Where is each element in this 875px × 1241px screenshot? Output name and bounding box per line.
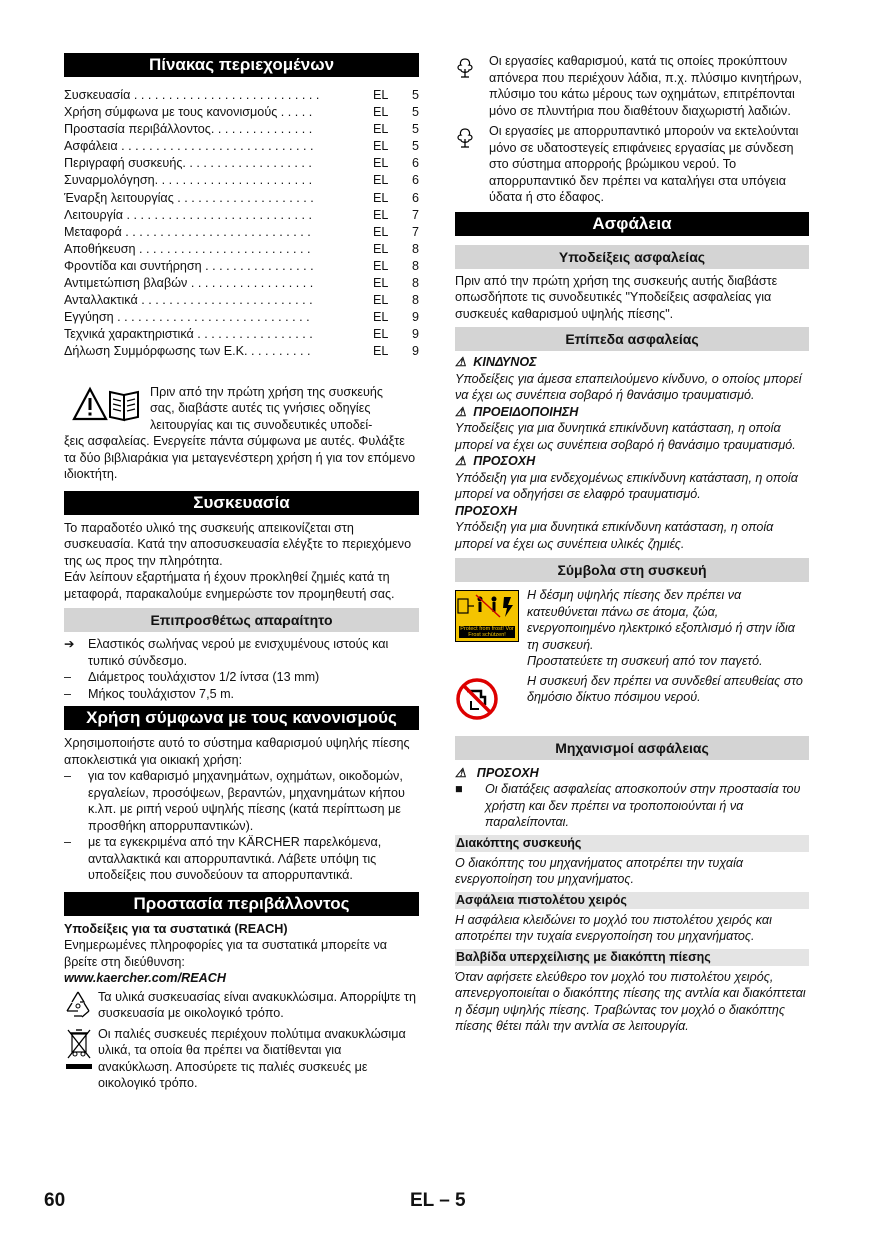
toc-entry-page: 8 — [411, 276, 419, 291]
toc-entry-page: 8 — [411, 258, 419, 273]
toc-entry-title: Τεχνικά χαρακτηριστικά . . . . . . . . . . . . . . . . . — [64, 327, 313, 342]
toc-entry-page: 5 — [411, 139, 419, 154]
toc-entry-title: Προστασία περιβάλλοντος. . . . . . . . . . . . . . . — [64, 122, 313, 137]
toc-entry-page: 7 — [411, 224, 419, 239]
toc-entry-lang: EL — [373, 276, 389, 291]
no-drinking-water-icon — [455, 677, 499, 724]
toc-entry-title: Εγγύηση . . . . . . . . . . . . . . . . . . . . . . . . . . . . — [64, 310, 310, 325]
toc-entry-page: 9 — [411, 327, 419, 342]
warning-triangle-icon: ⚠ — [455, 355, 467, 369]
intro-line-3: λειτουργίας και τις συνοδευτικές υποδεί- — [150, 417, 373, 432]
toc-list — [64, 87, 419, 361]
environment-tree-icon — [455, 127, 475, 152]
toc-entry-lang: EL — [373, 293, 389, 308]
toc-title: Πίνακας περιεχομένων — [64, 53, 419, 77]
intended-use-title: Χρήση σύμφωνα με τους κανονισμούς — [64, 706, 419, 730]
toc-entry-lang: EL — [373, 156, 389, 171]
environment-tree-icon — [455, 57, 475, 82]
toc-entry-title: Φροντίδα και συντήρηση . . . . . . . . . . . . . . . . — [64, 258, 314, 273]
switch-title: Διακόπτης συσκευής — [455, 835, 809, 852]
toc-entry-title: Αποθήκευση . . . . . . . . . . . . . . . . . . . . . . . . . — [64, 241, 311, 256]
toc-entry-lang: EL — [373, 122, 389, 137]
gun-lock-text: Η ασφάλεια κλειδώνει το μοχλό του πιστολέτου χειρός και αποτρέπει την τυχαία ενεργοποίηση του μηχανήματος. — [455, 912, 772, 943]
warning-triangle-icon: ⚠ — [455, 765, 467, 780]
toc-entry[interactable] — [64, 309, 419, 326]
toc-entry-page: 5 — [411, 122, 419, 137]
devices-item: ■ Οι διατάξεις ασφαλείας αποσκοπούν στην προστασία του χρήστη και δεν πρέπει να τροποποιούνται ή να παραλείπονται. — [455, 782, 801, 829]
packaging-p2: Εάν λείπουν εξαρτήματα ή έχουν προκληθεί ζημιές κατά τη μεταφορά, παρακαλούμε ενημερώστε τον προμηθευτή σας. — [64, 570, 395, 601]
weee-text: Οι παλιές συσκευές περιέχουν πολύτιμα ανακυκλώσιμα υλικά, τα οποία θα πρέπει να διατίθενται για ανακύκλωση. Αποσύρετε τις παλιές συσκευές με οικολογικό τρόπο. — [98, 1026, 406, 1090]
toc-entry-page: 6 — [411, 173, 419, 188]
required-item-1: ➔ Ελαστικός σωλήνας νερού με ενισχυμένους ιστούς και τυπικό σύνδεσμο. — [64, 637, 389, 668]
environment-title: Προστασία περιβάλλοντος — [64, 892, 419, 916]
frost-label: Protect from frost! Vor Frost schützen! — [460, 626, 514, 638]
symbols-title: Σύμβολα στη συσκευή — [455, 558, 809, 582]
warning-text: Υποδείξεις για μια δυνητικά επικίνδυνη κατάσταση, η οποία μπορεί να έχει ως συνέπεια σοβαρό ή θανάσιμο τραυματισμό. — [455, 421, 796, 452]
toc-entry[interactable] — [64, 121, 419, 138]
symbol-1-text-2: Προστατεύετε τη συσκευή από τον παγετό. — [527, 654, 763, 668]
toc-entry-page: 8 — [411, 241, 419, 256]
packaging-title: Συσκευασία — [64, 491, 419, 515]
reach-title: Υποδείξεις για τα συστατικά (REACH) — [64, 921, 288, 936]
toc-entry[interactable] — [64, 258, 419, 275]
toc-entry[interactable] — [64, 172, 419, 189]
toc-entry-lang: EL — [373, 105, 389, 120]
caution-label: ⚠ ΠΡΟΣΟΧΗ — [455, 454, 536, 468]
reach-text: Ενημερωμένες πληροφορίες για τα συστατικά μπορείτε να βρείτε στη διεύθυνση: — [64, 938, 388, 969]
safety-notes-title: Υποδείξεις ασφαλείας — [455, 245, 809, 269]
toc-entry[interactable] — [64, 155, 419, 172]
required-title: Επιπροσθέτως απαραίτητο — [64, 608, 419, 632]
toc-entry[interactable] — [64, 207, 419, 224]
toc-entry[interactable] — [64, 138, 419, 155]
intended-item-2: – με τα εγκεκριμένα από την KÄRCHER παρελκόμενα, ανταλλακτικά και απορρυπαντικά. Λάβετε υπόψη τις υποδείξεις που συνοδεύουν τα απορρυπαντικά. — [64, 835, 382, 882]
safety-title: Ασφάλεια — [455, 212, 809, 236]
arrow-icon: ➔ — [64, 637, 75, 651]
toc-entry-title: Αντιμετώπιση βλαβών . . . . . . . . . . . . . . . . . . — [64, 276, 314, 291]
toc-entry-page: 7 — [411, 207, 419, 222]
recycle-icon — [64, 989, 92, 1022]
toc-entry-lang: EL — [373, 344, 389, 359]
toc-entry-lang: EL — [373, 190, 389, 205]
danger-text: Υποδείξεις για άμεσα επαπειλούμενο κίνδυνο, ο οποίος μπορεί να έχει ως συνέπεια σοβαρό ή θανάσιμο τραυματισμό. — [455, 371, 802, 402]
intro-rest: ξεις ασφαλείας. Ενεργείτε πάντα σύμφωνα με αυτές. Φυλάξτε τα δύο βιβλιαράκια για μεταγενέστερη χρήση ή για τον επόμενο ιδιοκτήτη. — [64, 434, 416, 481]
attention-label: ΠΡΟΣΟΧΗ — [455, 503, 517, 518]
warning-label: ⚠ ΠΡΟΕΙΔΟΠΟΙΗΣΗ — [455, 404, 579, 419]
read-manual-icon — [72, 386, 142, 422]
oil-water-text: Οι εργασίες καθαρισμού, κατά τις οποίες προκύπτουν απόνερα που περιέχουν λάδια, π.χ. πλύσιμο κινητήρων, πλύσιμο του κάτω μέρους των οχημάτων, επιτρέπονται μόνο σε πλυντήρια που διαθέτουν διαχωριστή λαδιών. — [489, 54, 802, 118]
symbol-2-text: Η συσκευή δεν πρέπει να συνδεθεί απευθείας στο δημόσιο δίκτυο πόσιμου νερού. — [527, 673, 803, 704]
required-item-3: – Μήκος τουλάχιστον 7,5 m. — [64, 686, 235, 701]
crossed-bin-icon — [66, 1028, 92, 1077]
toc-entry-lang: EL — [373, 241, 389, 256]
toc-entry[interactable] — [64, 190, 419, 207]
toc-entry-title: Χρήση σύμφωνα με τους κανονισμούς . . . . . — [64, 105, 313, 120]
packaging-p1: Το παραδοτέο υλικό της συσκευής απεικονίζεται στη συσκευασία. Κατά την αποσυσκευασία ελέγξτε το περιεχόμενο της ως προς την πληρότητα. — [64, 520, 412, 568]
toc-entry-title: Λειτουργία . . . . . . . . . . . . . . . . . . . . . . . . . . . — [64, 207, 312, 222]
warning-triangle-icon: ⚠ — [455, 454, 467, 468]
warning-triangle-icon: ⚠ — [455, 404, 467, 419]
caution-text: Υπόδειξη για μια ενδεχομένως επικίνδυνη κατάσταση, η οποία μπορεί να οδηγήσει σε ελαφρό τραυματισμό. — [455, 470, 798, 501]
toc-entry-title: Συναρμολόγηση. . . . . . . . . . . . . . . . . . . . . . . — [64, 173, 313, 188]
devices-label: ⚠ ΠΡΟΣΟΧΗ — [455, 765, 539, 780]
toc-entry[interactable] — [64, 87, 419, 104]
toc-entry[interactable] — [64, 343, 419, 360]
toc-entry-lang: EL — [373, 224, 389, 239]
page-number: 60 — [44, 1190, 66, 1211]
intro-line-1: Πριν από την πρώτη χρήση της συσκευής — [150, 384, 383, 399]
symbol-2-block — [455, 673, 809, 706]
toc-entry-page: 6 — [411, 156, 419, 171]
valve-text: Όταν αφήσετε ελεύθερο τον μοχλό του πιστολέτου χειρός, απενεργοποιείται ο διακόπτης πίεσης της αντλία και διακόπτεται η δέσμη υψηλής πίεσης. Τραβώντας τον μοχλό ο διακόπτης πίεσης θέτει πάλι την αντλία σε λειτουργία. — [455, 969, 806, 1033]
toc-entry-page: 9 — [411, 310, 419, 325]
toc-entry-page: 5 — [411, 88, 419, 102]
toc-entry-title: Περιγραφή συσκευής. . . . . . . . . . . . . . . . . . . — [64, 156, 312, 171]
oil-water-block — [455, 53, 809, 119]
toc-entry-lang: EL — [373, 88, 389, 102]
toc-entry-lang: EL — [373, 173, 389, 188]
toc-entry[interactable] — [64, 275, 419, 292]
high-pressure-warning-label-icon — [455, 590, 519, 642]
toc-entry-page: 8 — [411, 293, 419, 308]
bullet-icon: ■ — [455, 782, 463, 796]
attention-text: Υπόδειξη για μια δυνητικά επικίνδυνη κατάσταση, η οποία μπορεί να έχει ως συνέπεια υλικές ζημιές. — [455, 520, 774, 551]
toc-entry-title: Μεταφορά . . . . . . . . . . . . . . . . . . . . . . . . . . . — [64, 224, 311, 239]
valve-title: Βαλβίδα υπερχείλισης με διακόπτη πίεσης — [455, 949, 809, 966]
toc-entry-page: 5 — [411, 105, 419, 120]
gun-lock-title: Ασφάλεια πιστολέτου χειρός — [455, 892, 809, 909]
toc-entry-page: 6 — [411, 190, 419, 205]
toc-entry[interactable] — [64, 104, 419, 121]
toc-entry[interactable] — [64, 326, 419, 343]
toc-entry-title: Συσκευασία . . . . . . . . . . . . . . . . . . . . . . . . . . . — [64, 88, 320, 102]
right-column — [455, 0, 809, 1035]
toc-entry-title: Ανταλλακτικά . . . . . . . . . . . . . . . . . . . . . . . . . — [64, 293, 313, 308]
section-number: EL – 5 — [410, 1190, 466, 1211]
reach-url: www.kaercher.com/REACH — [64, 971, 226, 985]
toc-entry[interactable] — [64, 241, 419, 258]
toc-entry-lang: EL — [373, 327, 389, 342]
toc-entry-lang: EL — [373, 258, 389, 273]
intended-p1: Χρησιμοποιήστε αυτό το σύστημα καθαρισμού υψηλής πίεσης αποκλειστικά για οικιακή χρήση: — [64, 736, 410, 767]
toc-entry[interactable] — [64, 292, 419, 309]
recycle-text: Τα υλικά συσκευασίας είναι ανακυκλώσιμα. Απορρίψτε τη συσκευασία με οικολογικό τρόπο. — [98, 989, 416, 1020]
required-item-2: – Διάμετρος τουλάχιστον 1/2 ίντσα (13 mm) — [64, 670, 320, 684]
toc-entry-title: Ασφάλεια . . . . . . . . . . . . . . . . . . . . . . . . . . . . — [64, 139, 314, 154]
toc-entry-title: Έναρξη λειτουργίας . . . . . . . . . . . . . . . . . . . . — [64, 190, 314, 205]
danger-label: ⚠ ΚΙΝΔΥΝΟΣ — [455, 355, 537, 369]
safety-notes-text: Πριν από την πρώτη χρήση της συσκευής αυτής διαβάστε οπωσδήποτε τις συνοδευτικές "Υποδείξεις ασφαλείας για συσκευές καθαρισμού υψηλής πίεσης". — [455, 273, 778, 321]
weee-block — [64, 1026, 419, 1092]
toc-entry[interactable] — [64, 224, 419, 241]
symbol-1-text: Η δέσμη υψηλής πίεσης δεν πρέπει να κατευθύνεται πάνω σε άτομα, ζώα, ενεργοποιημένο ηλεκτρικό εξοπλισμό ή στην ίδια τη συσκευή. — [527, 588, 795, 652]
intended-item-1: – για τον καθαρισμό μηχανημάτων, οχημάτων, οικοδομών, εργαλείων, προσόψεων, βεραντών, μηχανημάτων κήπου κ.λπ. με ριπή νερού υψηλής πίεσης (κατά περίπτωση με προσθήκη απορρυπαντικών). — [64, 769, 405, 833]
safety-devices-title: Μηχανισμοί ασφάλειας — [455, 736, 809, 760]
toc-entry-title: Δήλωση Συμμόρφωσης των Ε.Κ. . . . . . . . . . — [64, 344, 311, 359]
intro-block — [64, 384, 419, 483]
switch-text: Ο διακόπτης του μηχανήματος αποτρέπει την τυχαία ενεργοποίηση του μηχανήματος. — [455, 855, 744, 886]
detergent-text: Οι εργασίες με απορρυπαντικό μπορούν να εκτελούνται μόνο σε υδατοστεγείς επιφάνειες εργασίας με σύνδεση στο σύστημα απορροής βρώμικου νερού. Το απορρυπαντικό δεν πρέπει να καταλήγει στα υπόγεια ύδατα ή στο έδαφος. — [489, 124, 799, 204]
symbol-1-block — [455, 587, 809, 670]
left-column — [64, 0, 419, 1092]
detergent-block — [455, 123, 809, 206]
toc-entry-lang: EL — [373, 310, 389, 325]
toc-entry-lang: EL — [373, 139, 389, 154]
safety-levels-title: Επίπεδα ασφαλείας — [455, 327, 809, 351]
toc-entry-page: 9 — [411, 344, 419, 359]
recycle-block — [64, 989, 419, 1022]
toc-entry-lang: EL — [373, 207, 389, 222]
intro-line-2: σας, διαβάστε αυτές τις γνήσιες οδηγίες — [150, 401, 371, 415]
